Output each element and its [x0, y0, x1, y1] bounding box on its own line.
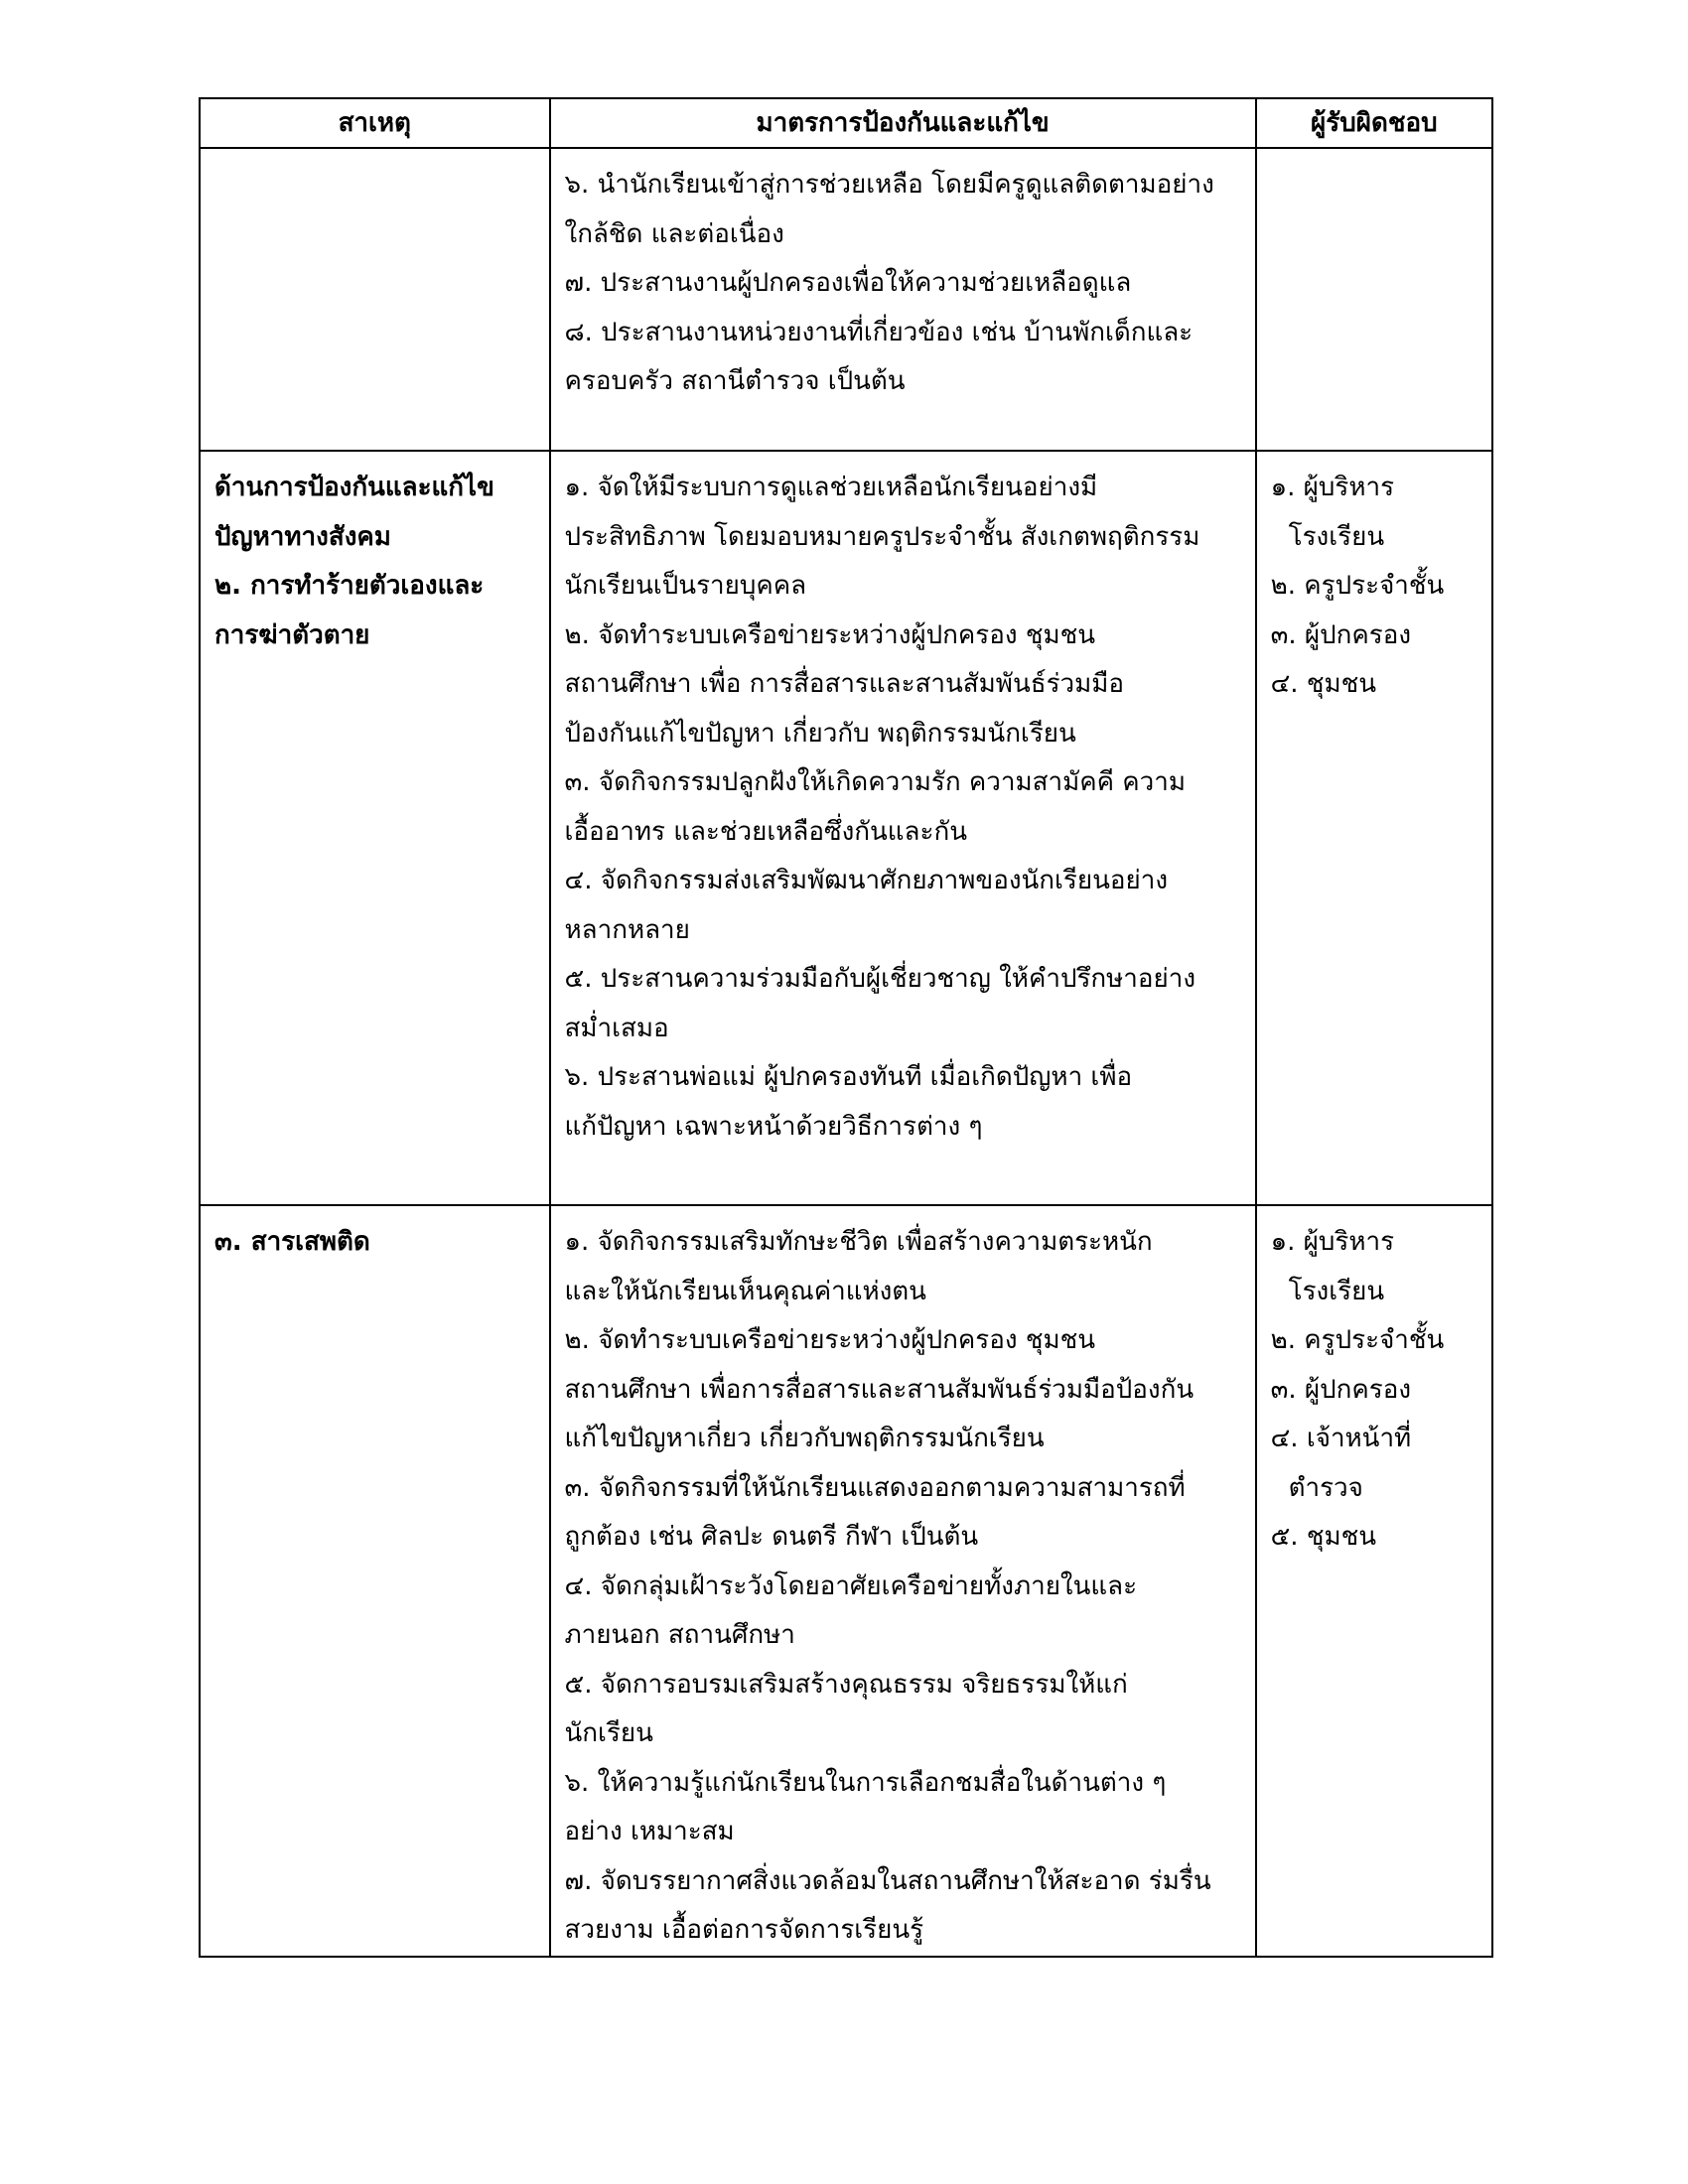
measure-line: ๕. ประสานความร่วมมือกับผู้เชี่ยวชาญ ให้คำปรึกษาอย่าง [564, 964, 1196, 994]
responsible-line: โรงเรียน [1288, 521, 1385, 552]
responsible-line: ๓. ผู้ปกครอง [1270, 1374, 1412, 1405]
measure-line: ๒. จัดทำระบบเครือข่ายระหว่างผู้ปกครอง ชุมชน [564, 619, 1096, 650]
cause-line: ๓. สารเสพติด [214, 1227, 370, 1257]
measure-line: ๖. ประสานพ่อแม่ ผู้ปกครองทันที เมื่อเกิดปัญหา เพื่อ [564, 1062, 1133, 1092]
measure-line: ๕. จัดการอบรมเสริมสร้างคุณธรรม จริยธรรมให้แก่ [564, 1669, 1128, 1700]
cause-line: การฆ่าตัวตาย [214, 619, 370, 650]
table-row [200, 1205, 1492, 1957]
table-row [200, 148, 1492, 451]
measure-line: นักเรียนเป็นรายบุคคล [564, 571, 807, 601]
measure-line: ๖. ให้ความรู้แก่นักเรียนในการเลือกชมสื่อในด้านต่าง ๆ [564, 1767, 1167, 1798]
measure-line: ๓. จัดกิจกรรมปลูกฝังให้เกิดความรัก ความสามัคคี ความ [564, 767, 1187, 797]
measure-line: สวยงาม เอื้อต่อการจัดการเรียนรู้ [564, 1915, 924, 1945]
measure-line: อย่าง เหมาะสม [564, 1817, 735, 1846]
measure-line: ๔. จัดกลุ่มเฝ้าระวังโดยอาศัยเครือข่ายทั้งภายในและ [564, 1570, 1138, 1601]
measure-line: ๗. ประสานงานผู้ปกครองเพื่อให้ความช่วยเหลือดูแล [564, 268, 1132, 298]
responsible-line: ๒. ครูประจำชั้น [1270, 1325, 1445, 1355]
measure-line: ถูกต้อง เช่น ศิลปะ ดนตรี กีฬา เป็นต้น [564, 1522, 979, 1552]
cause-cell [200, 451, 550, 1205]
measures-cell [550, 148, 1256, 451]
measure-line: และให้นักเรียนเห็นคุณค่าแห่งตน [564, 1276, 926, 1306]
measure-line: ภายนอก สถานศึกษา [564, 1620, 795, 1650]
measure-line: ๖. นำนักเรียนเข้าสู่การช่วยเหลือ โดยมีครูดูแลติดตามอย่าง [564, 170, 1214, 200]
measure-line: ๘. ประสานงานหน่วยงานที่เกี่ยวข้อง เช่น บ้านพักเด็กและ [564, 317, 1194, 347]
responsible-cell [1256, 451, 1492, 1205]
measure-line: นักเรียน [564, 1718, 653, 1748]
cause-line: ด้านการป้องกันและแก้ไข [214, 473, 494, 502]
measure-line: ๑. จัดกิจกรรมเสริมทักษะชีวิต เพื่อสร้างความตระหนัก [564, 1227, 1153, 1257]
header-responsible: ผู้รับผิดชอบ [1256, 98, 1492, 148]
responsible-line: ๓. ผู้ปกครอง [1270, 619, 1412, 650]
header-cause: สาเหตุ [200, 98, 550, 148]
measure-line: หลากหลาย [564, 914, 690, 945]
responsible-line: ๔. ชุมชน [1270, 669, 1377, 699]
measure-line: แก้ปัญหา เฉพาะหน้าด้วยวิธีการต่าง ๆ [564, 1111, 983, 1142]
measures-cell [550, 1205, 1256, 1957]
measure-line: ๓. จัดกิจกรรมที่ให้นักเรียนแสดงออกตามความสามารถที่ [564, 1472, 1186, 1503]
measure-line: ป้องกันแก้ไขปัญหา เกี่ยวกับ พฤติกรรมนักเรียน [564, 718, 1076, 749]
measure-line: สถานศึกษา เพื่อการสื่อสารและสานสัมพันธ์ร่วมมือป้องกัน [564, 1374, 1195, 1405]
cause-cell [200, 148, 550, 451]
measure-line: ๑. จัดให้มีระบบการดูแลช่วยเหลือนักเรียนอย่างมี [564, 473, 1098, 502]
measure-line: ประสิทธิภาพ โดยมอบหมายครูประจำชั้น สังเกตพฤติกรรม [564, 521, 1200, 552]
cause-cell [200, 1205, 550, 1957]
responsible-line: ๔. เจ้าหน้าที่ [1270, 1424, 1412, 1453]
measure-line: ๗. จัดบรรยากาศสิ่งแวดล้อมในสถานศึกษาให้สะอาด ร่มรื่น [564, 1865, 1211, 1896]
measure-line: สถานศึกษา เพื่อ การสื่อสารและสานสัมพันธ์ร่วมมือ [564, 669, 1125, 699]
measure-line: สม่ำเสมอ [564, 1013, 669, 1043]
responsible-line: ๒. ครูประจำชั้น [1270, 571, 1445, 601]
cause-line: ปัญหาทางสังคม [214, 521, 391, 552]
header-measures: มาตรการป้องกันและแก้ไข [550, 98, 1256, 148]
table-header-row [200, 98, 1492, 148]
responsible-line: ๑. ผู้บริหาร [1270, 1227, 1395, 1257]
measures-table [199, 97, 1493, 1958]
responsible-cell [1256, 148, 1492, 451]
measure-line: ๒. จัดทำระบบเครือข่ายระหว่างผู้ปกครอง ชุมชน [564, 1325, 1096, 1355]
responsible-line: โรงเรียน [1288, 1276, 1385, 1306]
responsible-cell [1256, 1205, 1492, 1957]
measure-line: เอื้ออาทร และช่วยเหลือซึ่งกันและกัน [564, 816, 967, 847]
measure-line: ครอบครัว สถานีตำรวจ เป็นต้น [564, 366, 906, 396]
responsible-line: ๕. ชุมชน [1270, 1522, 1377, 1552]
responsible-line: ตำรวจ [1288, 1472, 1363, 1503]
responsible-line: ๑. ผู้บริหาร [1270, 473, 1395, 502]
measure-line: ใกล้ชิด และต่อเนื่อง [564, 218, 784, 249]
measure-line: แก้ไขปัญหาเกี่ยว เกี่ยวกับพฤติกรรมนักเรียน [564, 1424, 1045, 1453]
measure-line: ๔. จัดกิจกรรมส่งเสริมพัฒนาศักยภาพของนักเรียนอย่าง [564, 866, 1169, 895]
measures-cell [550, 451, 1256, 1205]
table-row [200, 451, 1492, 1205]
cause-line: ๒. การทำร้ายตัวเองและ [214, 571, 485, 601]
